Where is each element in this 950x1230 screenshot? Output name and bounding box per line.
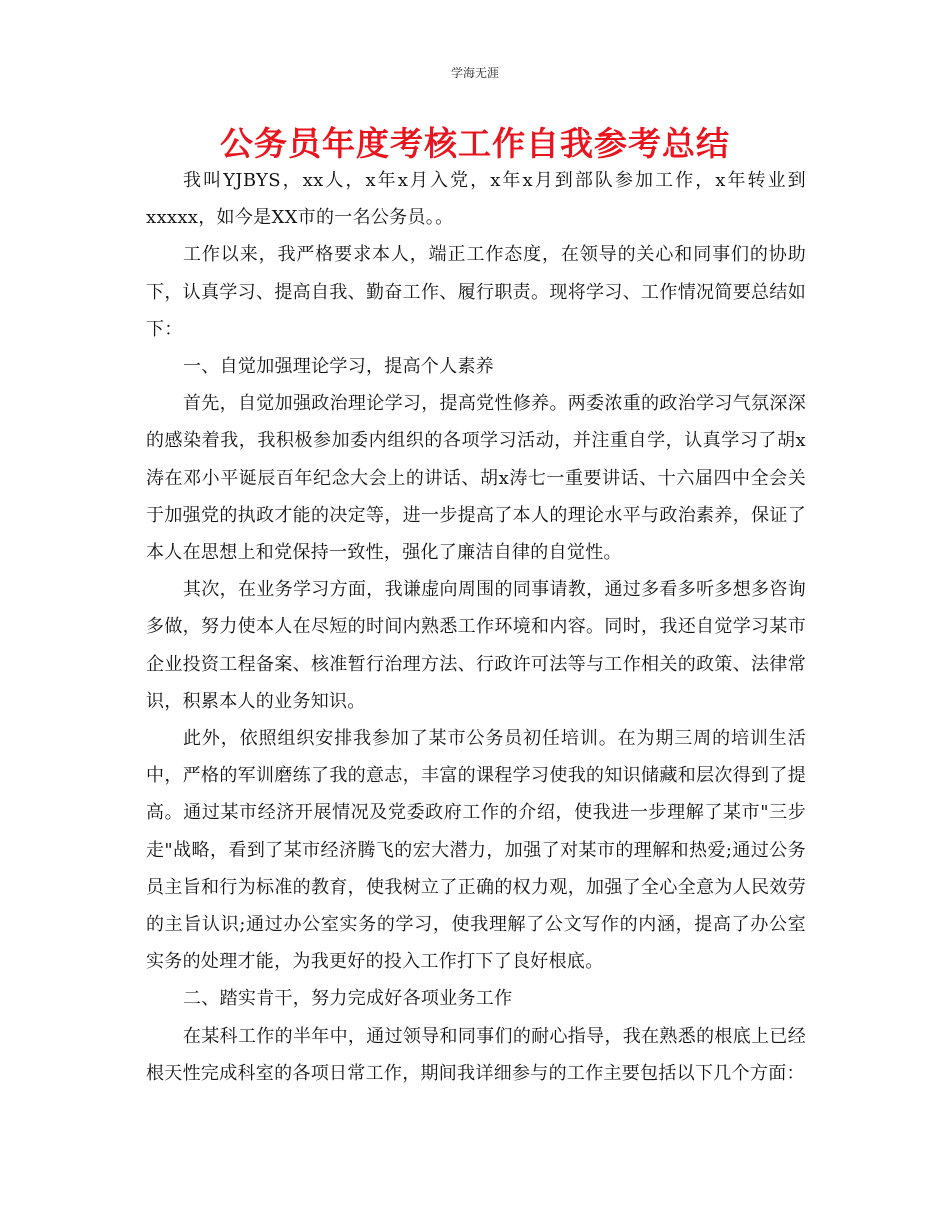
paragraph-intro: 我叫YJBYS，xx人，x年x月入党，x年x月到部队参加工作，x年转业到xxxxx，如今是XX市的一名公务员。。 [146, 170, 806, 229]
section-heading-1: 一、自觉加强理论学习，提高个人素养 [183, 356, 495, 378]
paragraph-business-study: 其次，在业务学习方面，我谦虚向周围的同事请教，通过多看多听多想多咨询多做，努力使本人在尽短的时间内熟悉工作环境和内容。同时，我还自觉学习某市企业投资工程备案、核准暂行治理方法、行政许可法等与工作相关的政策、法律常识，积累本人的业务知识。 [146, 579, 806, 712]
page-header: 学海无涯 [450, 66, 499, 80]
paragraph-training: 此外，依照组织安排我参加了某市公务员初任培训。在为期三周的培训生活中，严格的军训磨练了我的意志，丰富的课程学习使我的知识储藏和层次得到了提高。通过某市经济开展情况及党委政府工作的介绍，使我进一步理解了某市"三步走"战略，看到了某市经济腾飞的宏大潜力，加强了对某市的理解和热爱;通过公务员主旨和行为标准的教育，使我树立了正确的权力观，加强了全心全意为人民效劳的主旨认识;通过办公室实务的学习，使我理解了公文写作的内涵，提高了办公室实务的处理才能，为我更好的投入工作打下了良好根底。 [146, 728, 806, 973]
paragraph-overview: 工作以来，我严格要求本人，端正工作态度，在领导的关心和同事们的协助下，认真学习、提高自我、勤奋工作、履行职责。现将学习、工作情况简要总结如下： [146, 244, 806, 340]
document-body [146, 162, 806, 1092]
document-title: 公务员年度考核工作自我参考总结 [220, 124, 730, 163]
paragraph-work: 在某科工作的半年中，通过领导和同事们的耐心指导，我在熟悉的根底上已经根天性完成科室的各项日常工作，期间我详细参与的工作主要包括以下几个方面： [146, 1025, 806, 1084]
section-heading-2: 二、踏实肯干，努力完成好各项业务工作 [183, 988, 513, 1010]
paragraph-theory-study: 首先，自觉加强政治理论学习，提高党性修养。两委浓重的政治学习气氛深深的感染着我，我积极参加委内组织的各项学习活动，并注重自学，认真学习了胡x涛在邓小平诞辰百年纪念大会上的讲话、胡x涛七一重要讲话、十六届四中全会关于加强党的执政才能的决定等，进一步提高了本人的理论水平与政治素养，保证了本人在思想上和党保持一致性，强化了廉洁自律的自觉性。 [146, 393, 806, 564]
